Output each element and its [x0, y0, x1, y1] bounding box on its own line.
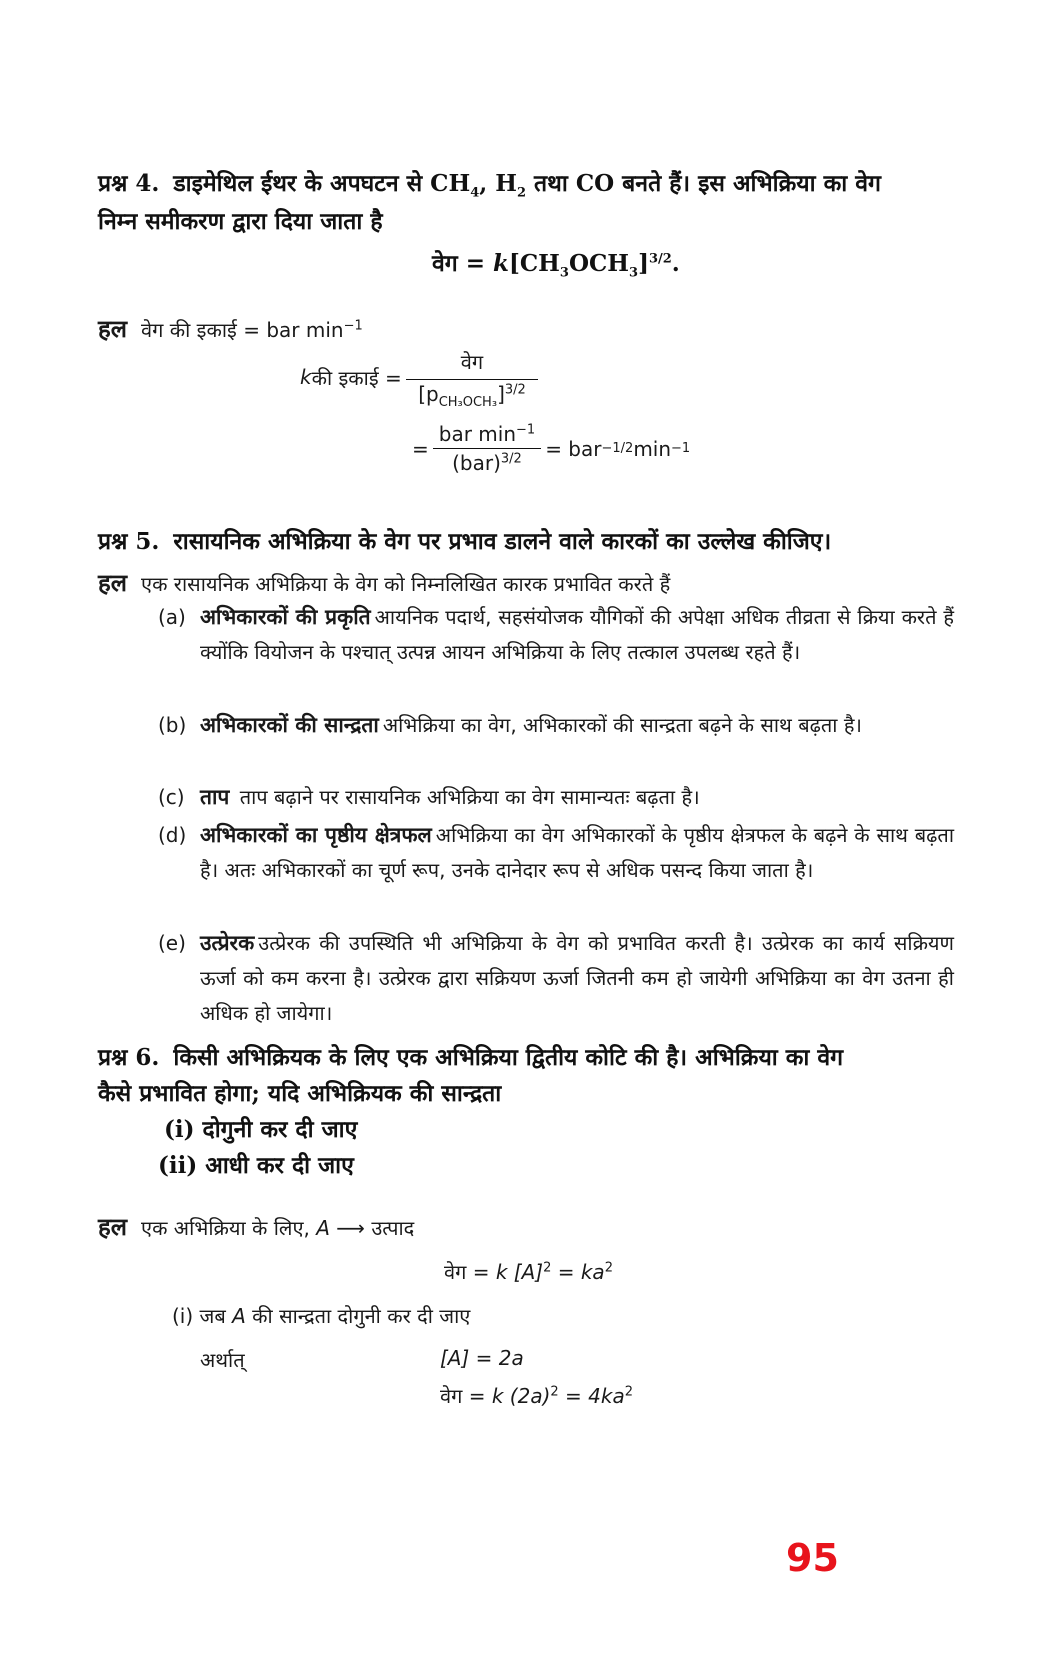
solution-4-k-units: k की इकाई = $\frac{\text{वेग}}{[p_{CH_3OCH_3}]^{3/2}}$ — [300, 348, 538, 406]
solution-6-rate-law: वेग = k $[A]^2 = ka^2$ — [444, 1260, 613, 1284]
solution-label: हल — [98, 568, 128, 597]
question-5: प्रश्न 5. रासायनिक अभिक्रिया के वेग पर प्रभाव डालने वाले कारकों का उल्लेख कीजिए। — [98, 528, 832, 555]
fraction-bar-min: $\frac{bar \min^{-1}}{(bar)^{3/2}}$ — [433, 422, 541, 475]
question-4-rate-equation: वेग = $k[CH_3OCH_3]^{3/2}$. — [432, 250, 680, 281]
solution-4-k-units-result: = $\frac{bar \min^{-1}}{(bar)^{3/2}}$ = bar −1/2 min −1 — [412, 422, 691, 475]
question-6-line-2: कैसे प्रभावित होगा; यदि अभिक्रियक की सान्द्रता — [98, 1080, 502, 1107]
solution-6-line-1: हल एक अभिक्रिया के लिए, A ⟶ उत्पाद — [98, 1212, 415, 1241]
question-6-line-1: प्रश्न 6. किसी अभिक्रियक के लिए एक अभिक्रिया द्वितीय कोटि की है। अभिक्रिया का वेग — [98, 1044, 844, 1071]
solution-6-arthat: अर्थात् — [200, 1348, 245, 1372]
factor-item-a: (a) अभिकारकों की प्रकृति आयनिक पदार्थ, सहसंयोजक यौगिकों की अपेक्षा अधिक तीव्रता से क्रिया करते हैं क्योंकि वियोजन के पश्चात् उत्पन्न आयन अभिक्रिया के लिए तत्काल उपलब्ध रहते हैं। — [158, 605, 954, 664]
solution-4-line-1: हल वेग की इकाई = bar $\min^{-1}$ — [98, 314, 363, 343]
question-5-label: प्रश्न 5. — [98, 528, 160, 555]
question-4-line-2: निम्न समीकरण द्वारा दिया जाता है — [98, 208, 383, 235]
solution-6-new-rate: वेग = k $(2a)^2 = 4ka^2$ — [440, 1384, 633, 1408]
page-number: 95 — [786, 1536, 839, 1580]
factor-item-c: (c) ताप ताप बढ़ाने पर रासायनिक अभिक्रिया का वेग सामान्यतः बढ़ता है। — [158, 785, 700, 809]
question-6-option-ii: (ii) आधी कर दी जाए — [158, 1152, 354, 1179]
factor-item-d: (d) अभिकारकों का पृष्ठीय क्षेत्रफल अभिक्रिया का वेग अभिकारकों के पृष्ठीय क्षेत्रफल के बढ़ने के साथ बढ़ता है। अतः अभिकारकों का चूर्ण रूप, उनके दानेदार रूप से अधिक पसन्द किया जाता है। — [158, 823, 954, 882]
solution-label: हल — [98, 1212, 128, 1241]
question-6-option-i: (i) दोगुनी कर दी जाए — [164, 1116, 358, 1143]
fraction-rate-over-pressure: $\frac{\text{वेग}}{[p_{CH_3OCH_3}]^{3/2}}$ — [406, 348, 538, 406]
question-4-line-1: प्रश्न 4. डाइमेथिल ईथर के अपघटन से $CH_4$, $H_2$ तथा CO बनते हैं। इस अभिक्रिया का वेग — [98, 170, 881, 201]
factor-item-e: (e) उत्प्रेरक उत्प्रेरक की उपस्थिति भी अभिक्रिया के वेग को प्रभावित करती है। उत्प्रेरक का कार्य सक्रियण ऊर्जा को कम करना है। उत्प्रेरक द्वारा सक्रियण ऊर्जा जितनी कम हो जायेगी अभिक्रिया का वेग उतना ही अधिक हो जायेगा। — [158, 931, 954, 1025]
factor-item-b: (b) अभिकारकों की सान्द्रता अभिक्रिया का वेग, अभिकारकों की सान्द्रता बढ़ने के साथ बढ़ता है। — [158, 713, 863, 737]
solution-5-intro: हल एक रासायनिक अभिक्रिया के वेग को निम्नलिखित कारक प्रभावित करते हैं — [98, 568, 671, 597]
question-4-label: प्रश्न 4. — [98, 170, 160, 197]
solution-6-case-i: (i) जब A की सान्द्रता दोगुनी कर दी जाए — [172, 1304, 471, 1328]
solution-6-concentration: [A] = 2a — [440, 1346, 524, 1370]
solution-label: हल — [98, 314, 128, 343]
question-6-label: प्रश्न 6. — [98, 1044, 160, 1071]
